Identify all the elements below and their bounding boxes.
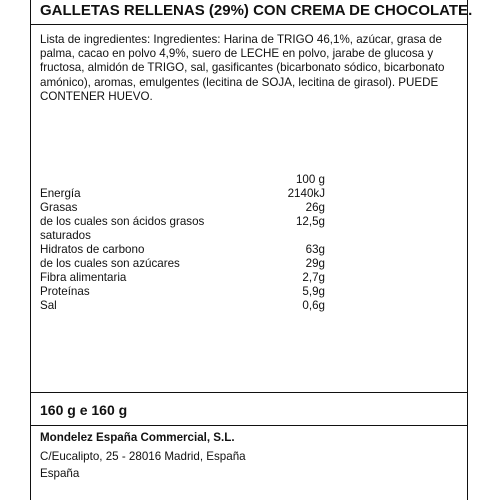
company-address: C/Eucalipto, 25 - 28016 Madrid, España <box>40 450 246 463</box>
company-name: Mondelez España Commercial, S.L. <box>40 431 235 444</box>
weight-divider-top <box>30 392 468 393</box>
nutrient-name: Sal <box>40 299 57 312</box>
nutrient-value: 0,6g <box>302 299 325 312</box>
nutrient-name: Proteínas <box>40 285 90 298</box>
nutrient-name: saturados <box>40 229 91 242</box>
nutrient-value: 12,5g <box>295 215 325 228</box>
company-country: España <box>40 467 80 480</box>
nutrient-value: 5,9g <box>302 285 325 298</box>
nutrition-header-value: 100 g <box>295 173 325 186</box>
nutrient-value: 63g <box>305 243 325 256</box>
nutrient-name: Hidratos de carbono <box>40 243 145 256</box>
nutrient-value: 29g <box>305 257 325 270</box>
nutrient-value: 26g <box>305 201 325 214</box>
ingredients-line: fructosa, almidón de TRIGO, sal, gasificantes (bicarbonato sódico, bicarbonato <box>40 61 445 75</box>
nutrient-name: de los cuales son azúcares <box>40 257 180 270</box>
ingredients-list <box>40 33 460 104</box>
nutrient-name: Energía <box>40 187 81 200</box>
net-weight: 160 g e 160 g <box>40 402 128 418</box>
nutrient-name: de los cuales son ácidos grasos <box>40 215 205 228</box>
nutrient-name: Grasas <box>40 201 78 214</box>
weight-divider-bottom <box>30 425 468 426</box>
nutrient-name: Fibra alimentaria <box>40 271 127 284</box>
ingredients-line: CONTENER HUEVO. <box>40 89 153 103</box>
nutrient-value: 2,7g <box>302 271 325 284</box>
ingredients-line: palma, cacao en polvo 4,9%, suero de LECHE en polvo, jarabe de glucosa y <box>40 47 434 61</box>
ingredients-line: amónico), aromas, emulgentes (lecitina de SOJA, lecitina de girasol). PUEDE <box>40 75 439 89</box>
product-title: GALLETAS RELLENAS (29%) CON CREMA DE CHOCOLATE. <box>40 2 473 19</box>
title-divider <box>30 24 468 25</box>
ingredients-line: Lista de ingredientes: Ingredientes: Harina de TRIGO 46,1%, azúcar, grasa de <box>40 33 442 46</box>
nutrient-value: 2140kJ <box>287 187 325 200</box>
